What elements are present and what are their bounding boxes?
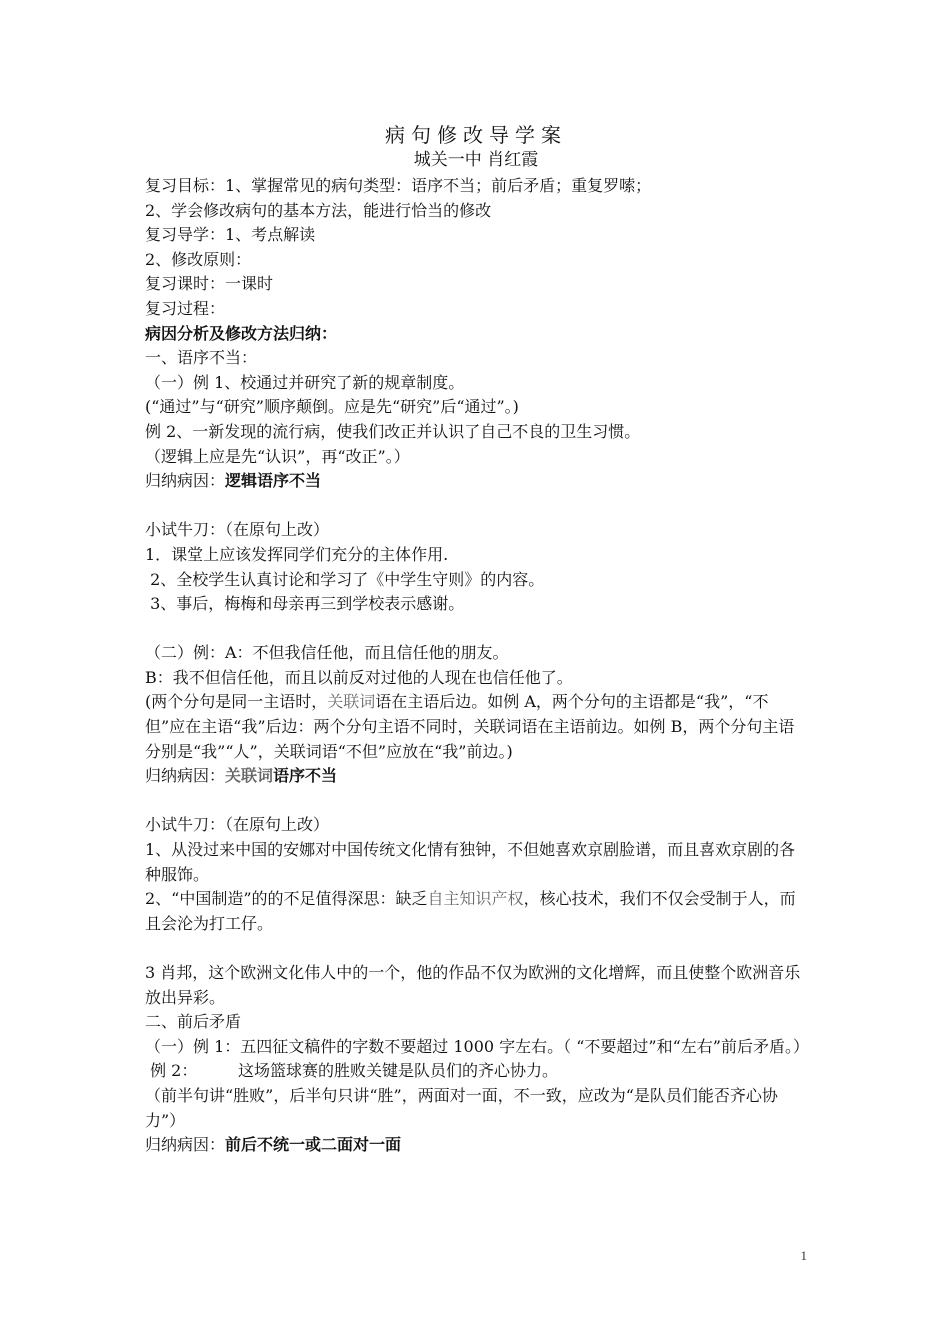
blank-line xyxy=(145,789,807,814)
practice-heading: 小试牛刀：（在原句上改） xyxy=(145,815,330,835)
part-one-heading: 一、语序不当： xyxy=(145,348,258,368)
revise-principle: 2、修改原则： xyxy=(145,249,252,269)
practice-item-1: 1、从没过来中国的安娜对中国传统文化情有独钟，不但她喜欢京剧脸谱，而且喜欢京剧的各种服饰。 xyxy=(145,840,796,884)
summary-label: 归纳病因： xyxy=(145,471,226,491)
note-part: (两个分句是同一主语时， xyxy=(145,692,328,712)
note-part: 语在主语后边。如例 A，两个分句的主语都是“我”，“不但”应在主语“我”后边：两个分句主语不同时，关联词语在主语前边。如例 B，两个分句主语分别是“我”“人”，关联词语“不但”应放在“我”前边。) xyxy=(145,692,795,761)
summary-3 xyxy=(145,1133,807,1158)
item-part: ，核心技术，我们不仅会受制于人，而且会沦为打工仔。 xyxy=(145,889,796,933)
example-2-note: （前半句讲“胜败”，后半句只讲“胜”，两面对一面，不一致，应改为“是队员们能否齐心协力”） xyxy=(145,1085,778,1130)
summary-highlight: 关联词 xyxy=(225,766,274,786)
example-2: 例 2： 这场篮球赛的胜败关键是队员们的齐心协力。 xyxy=(145,1061,559,1081)
review-goal-2: 2、学会修改病句的基本方法，能进行恰当的修改 xyxy=(145,200,492,220)
section-heading: 病因分析及修改方法归纳： xyxy=(145,323,338,343)
example-ab-note xyxy=(145,690,807,764)
example-2-note: （逻辑上应是先“认识”，再“改正”。） xyxy=(145,446,410,466)
summary-label: 归纳病因： xyxy=(145,766,226,786)
review-process: 复习过程： xyxy=(145,298,226,318)
item-highlight: 自主知识产权 xyxy=(427,889,524,909)
example-1: （一）例 1、校通过并研究了新的规章制度。 xyxy=(145,372,465,392)
blank-line xyxy=(145,936,807,961)
summary-value: 语序不当 xyxy=(273,766,338,786)
practice-item-1: 1．课堂上应该发挥同学们充分的主体作用. xyxy=(145,544,449,564)
practice-heading: 小试牛刀：（在原句上改） xyxy=(145,520,330,540)
practice-item-2 xyxy=(145,887,807,936)
practice-item-3: 3 肖邦，这个欧洲文化伟人中的一个，他的作品不仅为欧洲的文化增辉，而且使整个欧洲音乐放出异彩。 xyxy=(145,963,801,1007)
summary-label: 归纳病因： xyxy=(145,1135,226,1155)
review-time: 复习课时：一课时 xyxy=(145,274,274,294)
summary-value: 前后不统一或二面对一面 xyxy=(225,1135,402,1155)
review-guide: 复习导学：1、考点解读 xyxy=(145,225,316,245)
blank-line xyxy=(145,617,807,642)
document-author: 城关一中 肖红霞 xyxy=(413,150,539,170)
example-b: B：我不但信任他，而且以前反对过他的人现在也信任他了。 xyxy=(145,667,573,687)
part-two-heading: 二、前后矛盾 xyxy=(145,1012,242,1032)
practice-item-2: 2、全校学生认真讨论和学习了《中学生守则》的内容。 xyxy=(145,569,545,589)
review-goal: 复习目标：1、掌握常见的病句类型：语序不当；前后矛盾；重复罗嗦； xyxy=(145,176,652,195)
summary-value: 逻辑语序不当 xyxy=(225,471,322,491)
practice-item-3: 3、事后，梅梅和母亲再三到学校表示感谢。 xyxy=(145,594,465,614)
example-1-note: (“通过”与“研究”顺序颠倒。应是先“研究”后“通过”。) xyxy=(145,397,519,417)
summary-2 xyxy=(145,764,807,789)
note-highlight: 关联词 xyxy=(327,692,376,712)
item-part: 2、“中国制造”的的不足值得深思：缺乏 xyxy=(145,889,428,909)
document-body xyxy=(145,122,807,1158)
example-1: （一）例 1：五四征文稿件的字数不要超过 1000 字左右。（ “不要超过”和“左右”前后矛盾。） xyxy=(145,1036,809,1056)
example-2: 例 2、一新发现的流行病，使我们改正并认识了自己不良的卫生习惯。 xyxy=(145,421,641,441)
example-a: （二）例：A：不但我信任他，而且信任他的朋友。 xyxy=(145,643,509,663)
summary-1 xyxy=(145,469,807,494)
document-title: 病句修改导学案 xyxy=(385,123,567,147)
blank-line xyxy=(145,494,807,519)
page-number: 1 xyxy=(800,1248,807,1263)
